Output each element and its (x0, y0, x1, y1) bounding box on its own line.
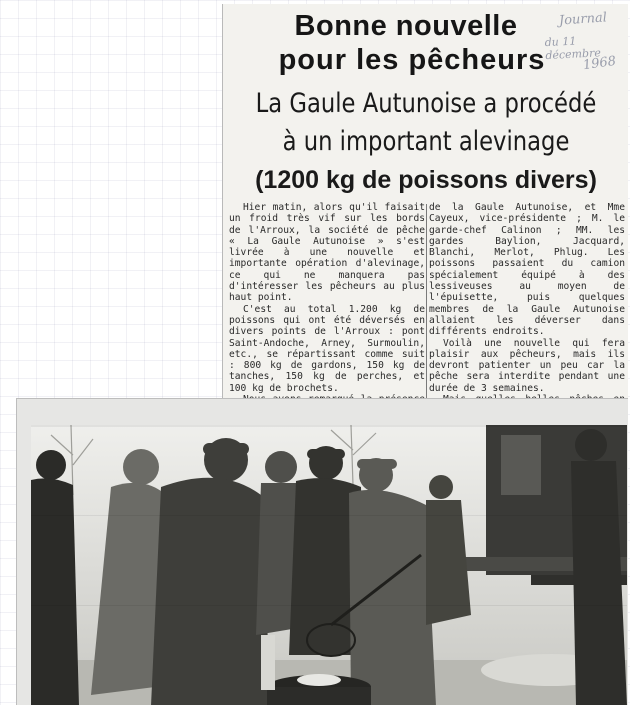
kicker-line-2: pour les pêcheurs (278, 44, 546, 76)
article-left-column (229, 202, 425, 414)
photo-illustration (31, 425, 627, 705)
news-photo-fishermen (31, 425, 627, 705)
newspaper-photo-clipping (16, 398, 628, 705)
headline-line-2: à un important alevinage (282, 126, 570, 157)
subheadline: (1200 kg de poissons divers) (255, 166, 597, 194)
handwritten-note-journal: Journal (558, 10, 608, 29)
newspaper-article-clipping (222, 4, 628, 414)
left-paragraph-1: Hier matin, alors qu'il faisait un froid très vif sur les bords de l'Arroux, la société de pêche « La Gaule Autunoise » s'est livrée à une nouvelle et importante opération d'alevinage, ce qui ne manquera pas d'intéresser les pêcheurs au plus haut point. (229, 202, 425, 304)
article-right-column (429, 202, 625, 414)
column-divider (426, 204, 427, 409)
left-paragraph-2: C'est au total 1.200 kg de poissons qui ont été déversés en divers points de l'Arroux : pont Saint-Andoche, Arney, Surmoulin, etc., se répartissant comme suit : 800 kg de gardons, 150 kg de tanches, 150 kg de perches, et 100 kg de brochets. (229, 303, 425, 394)
right-paragraph-1: de la Gaule Autunoise, et Mme Cayeux, vice-présidente ; M. le garde-chef Calinon ; MM. les gardes Baylion, Jacquard, Blanchi, Merlot, Phlug. Les poissons passaient du camion spécialement équipé à des lessiveuses au moyen de l'épuisette, puis quelques membres de la Gaule Autunoise allaient les déverser dans différents endroits. (429, 202, 625, 338)
headline-line-1: La Gaule Autunoise a procédé (255, 88, 597, 119)
handwritten-note-year: 1968 (582, 53, 617, 74)
right-paragraph-2: Voilà une nouvelle qui fera plaisir aux pêcheurs, mais ils devront patienter un peu car la pêche sera interdite pendant une durée de 3 semaines. (429, 337, 625, 394)
kicker-line-1: Bonne nouvelle (294, 10, 518, 42)
handwritten-note-date: du 11 décembre (544, 34, 602, 63)
